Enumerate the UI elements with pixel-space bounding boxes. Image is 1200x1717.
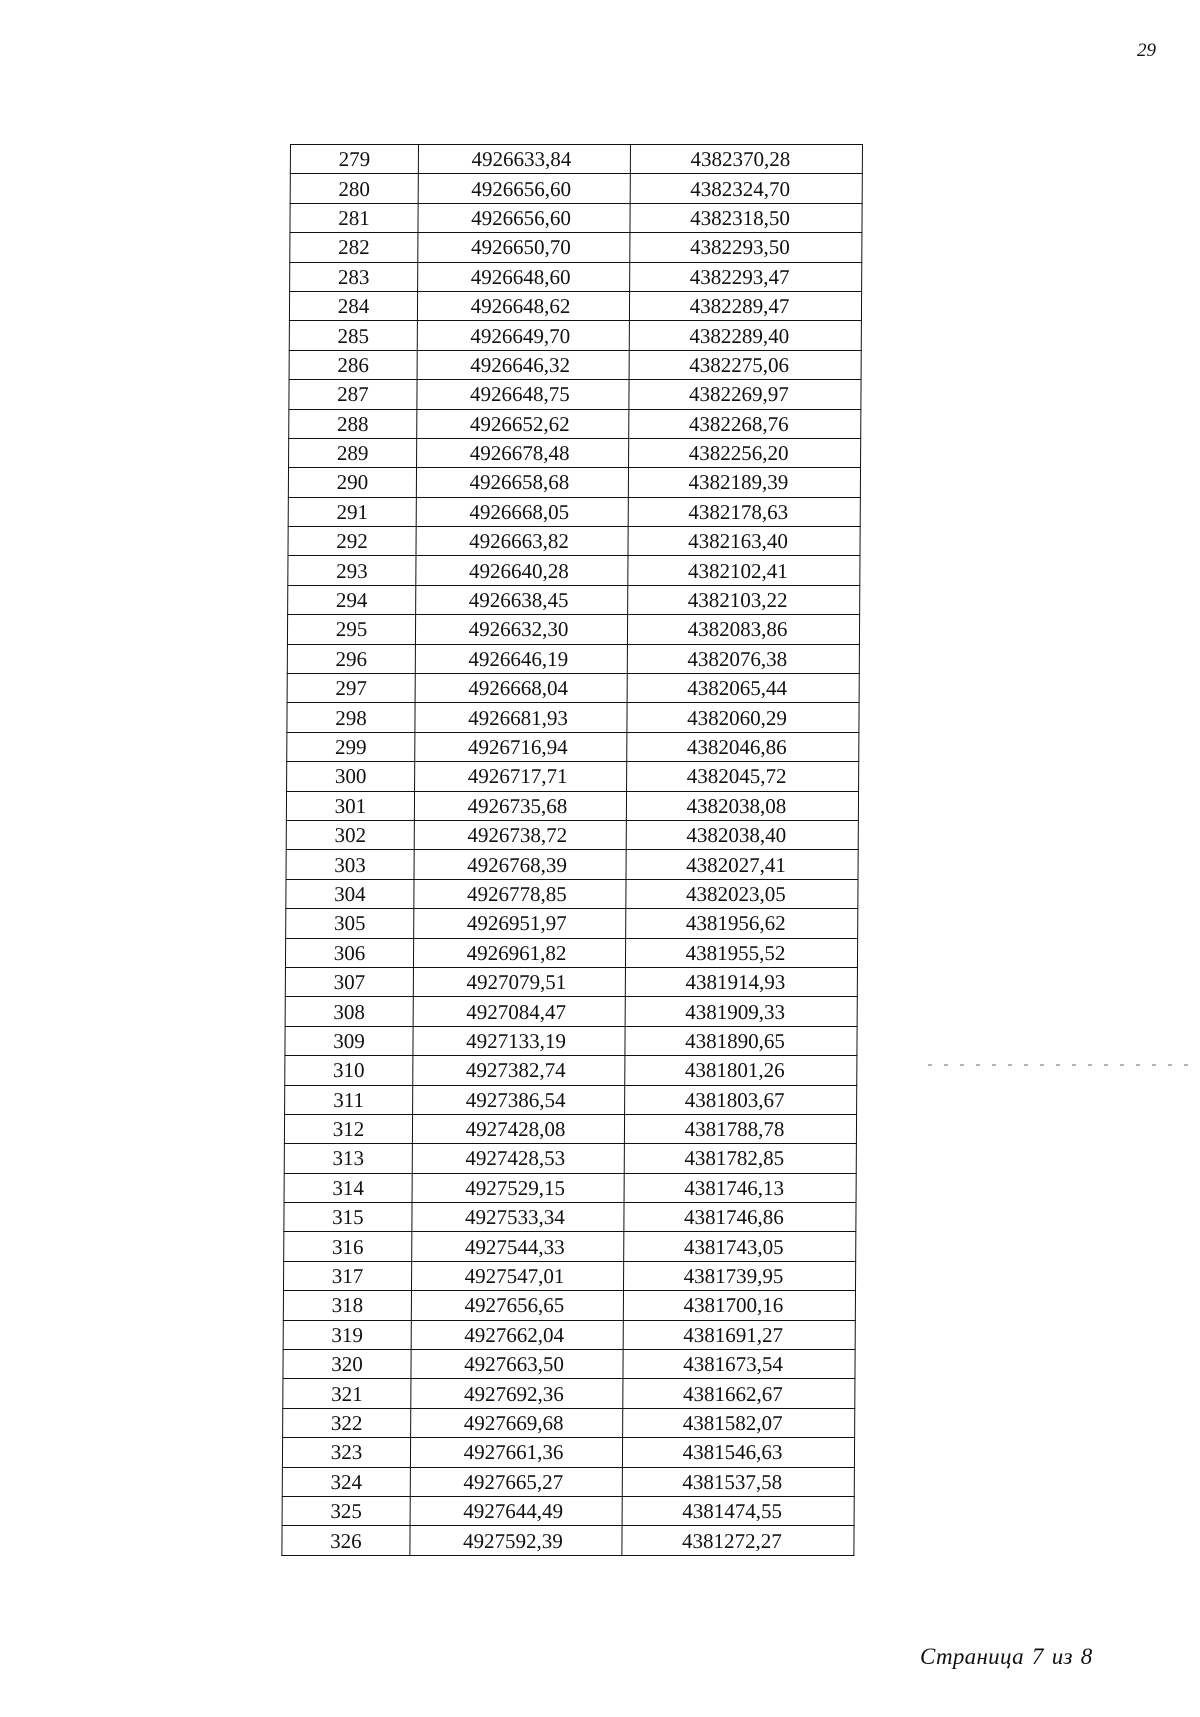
y-coordinate-cell: 4382045,72	[627, 762, 859, 791]
y-coordinate-cell: 4382103,22	[628, 585, 860, 614]
x-coordinate-cell: 4927533,34	[412, 1203, 624, 1232]
y-coordinate-cell: 4381801,26	[625, 1056, 857, 1085]
x-coordinate-cell: 4927382,74	[413, 1056, 625, 1085]
x-coordinate-cell: 4927084,47	[413, 997, 625, 1026]
y-coordinate-cell: 4382189,39	[628, 468, 860, 497]
table-row	[285, 1056, 857, 1085]
footer-separator: из	[1051, 1644, 1073, 1669]
table-row	[283, 1379, 855, 1408]
y-coordinate-cell: 4382289,47	[629, 291, 861, 320]
table-row	[288, 556, 860, 585]
y-coordinate-cell: 4381546,63	[622, 1438, 854, 1467]
y-coordinate-cell: 4381956,62	[626, 909, 858, 938]
table-row	[284, 1114, 856, 1143]
x-coordinate-cell: 4926735,68	[414, 791, 626, 820]
y-coordinate-cell: 4382102,41	[628, 556, 860, 585]
table-row	[287, 674, 859, 703]
table-row	[282, 1438, 854, 1467]
y-coordinate-cell: 4381788,78	[624, 1114, 856, 1143]
point-number-cell: 309	[285, 1026, 413, 1055]
x-coordinate-cell: 4926738,72	[414, 820, 626, 849]
y-coordinate-cell: 4381914,93	[625, 967, 857, 996]
point-number-cell: 282	[290, 233, 418, 262]
point-number-cell: 315	[284, 1203, 412, 1232]
table-row	[288, 497, 860, 526]
y-coordinate-cell: 4382038,08	[626, 791, 858, 820]
point-number-cell: 310	[285, 1056, 413, 1085]
y-coordinate-cell: 4382065,44	[627, 674, 859, 703]
x-coordinate-cell: 4927663,50	[411, 1350, 623, 1379]
y-coordinate-cell: 4381582,07	[623, 1408, 855, 1437]
point-number-cell: 305	[286, 909, 414, 938]
table-row	[288, 585, 860, 614]
x-coordinate-cell: 4926648,75	[417, 380, 629, 409]
table-row	[285, 938, 857, 967]
table-row	[290, 203, 862, 232]
x-coordinate-cell: 4926768,39	[414, 850, 626, 879]
table-row	[290, 262, 862, 291]
y-coordinate-cell: 4381700,16	[623, 1291, 855, 1320]
table-row	[286, 909, 858, 938]
x-coordinate-cell: 4926668,04	[415, 674, 627, 703]
point-number-cell: 319	[283, 1320, 411, 1349]
point-number-cell: 294	[288, 585, 416, 614]
y-coordinate-cell: 4382275,06	[629, 350, 861, 379]
y-coordinate-cell: 4381662,67	[623, 1379, 855, 1408]
point-number-cell: 302	[286, 820, 414, 849]
x-coordinate-cell: 4926663,82	[416, 527, 628, 556]
table-row	[282, 1467, 854, 1496]
y-coordinate-cell: 4381746,86	[624, 1203, 856, 1232]
table-row	[289, 321, 861, 350]
footer-prefix: Страница	[920, 1644, 1024, 1669]
x-coordinate-cell: 4926650,70	[418, 233, 630, 262]
point-number-cell: 280	[290, 174, 418, 203]
point-number-cell: 322	[283, 1408, 411, 1437]
y-coordinate-cell: 4382268,76	[629, 409, 861, 438]
x-coordinate-cell: 4927644,49	[410, 1496, 622, 1525]
y-coordinate-cell: 4382027,41	[626, 850, 858, 879]
point-number-cell: 321	[283, 1379, 411, 1408]
point-number-cell: 324	[282, 1467, 410, 1496]
x-coordinate-cell: 4927669,68	[411, 1408, 623, 1437]
x-coordinate-cell: 4927133,19	[413, 1026, 625, 1055]
x-coordinate-cell: 4926638,45	[416, 585, 628, 614]
table-row	[283, 1291, 855, 1320]
y-coordinate-cell: 4381474,55	[622, 1496, 854, 1525]
point-number-cell: 314	[284, 1173, 412, 1202]
point-number-cell: 285	[289, 321, 417, 350]
y-coordinate-cell: 4382023,05	[626, 879, 858, 908]
point-number-cell: 297	[287, 674, 415, 703]
x-coordinate-cell: 4926646,19	[415, 644, 627, 673]
scan-artifact-marks	[928, 1064, 1190, 1066]
page-footer	[920, 1644, 1093, 1670]
table-row	[287, 762, 859, 791]
x-coordinate-cell: 4926656,60	[418, 174, 630, 203]
y-coordinate-cell: 4381955,52	[625, 938, 857, 967]
x-coordinate-cell: 4926652,62	[417, 409, 629, 438]
table-row	[283, 1350, 855, 1379]
table-row	[282, 1496, 854, 1525]
point-number-cell: 296	[287, 644, 415, 673]
coordinates-table-body	[282, 145, 863, 1556]
x-coordinate-cell: 4926961,82	[413, 938, 625, 967]
table-row	[286, 791, 858, 820]
y-coordinate-cell: 4381272,27	[622, 1526, 854, 1555]
table-row	[290, 145, 862, 174]
x-coordinate-cell: 4927592,39	[410, 1526, 622, 1555]
point-number-cell: 288	[289, 409, 417, 438]
table-row	[289, 291, 861, 320]
point-number-cell: 287	[289, 380, 417, 409]
x-coordinate-cell: 4927665,27	[410, 1467, 622, 1496]
point-number-cell: 292	[288, 527, 416, 556]
y-coordinate-cell: 4382318,50	[630, 203, 862, 232]
table-row	[285, 1026, 857, 1055]
y-coordinate-cell: 4381909,33	[625, 997, 857, 1026]
table-row	[289, 438, 861, 467]
x-coordinate-cell: 4926648,60	[418, 262, 630, 291]
point-number-cell: 293	[288, 556, 416, 585]
x-coordinate-cell: 4927428,53	[412, 1144, 624, 1173]
table-row	[288, 468, 860, 497]
table-row	[282, 1526, 854, 1555]
x-coordinate-cell: 4926632,30	[415, 615, 627, 644]
x-coordinate-cell: 4927656,65	[411, 1291, 623, 1320]
table-row	[286, 820, 858, 849]
x-coordinate-cell: 4926633,84	[418, 145, 630, 174]
table-row	[285, 1085, 857, 1114]
point-number-cell: 300	[287, 762, 415, 791]
x-coordinate-cell: 4926648,62	[417, 291, 629, 320]
page-number: 29	[1137, 40, 1156, 61]
point-number-cell: 295	[287, 615, 415, 644]
table-row	[284, 1203, 856, 1232]
x-coordinate-cell: 4927692,36	[411, 1379, 623, 1408]
table-row	[290, 174, 862, 203]
y-coordinate-cell: 4382178,63	[628, 497, 860, 526]
y-coordinate-cell: 4382038,40	[626, 820, 858, 849]
x-coordinate-cell: 4926649,70	[417, 321, 629, 350]
point-number-cell: 317	[283, 1261, 411, 1290]
y-coordinate-cell: 4382256,20	[629, 438, 861, 467]
x-coordinate-cell: 4927529,15	[412, 1173, 624, 1202]
x-coordinate-cell: 4927079,51	[413, 967, 625, 996]
table-row	[289, 409, 861, 438]
point-number-cell: 299	[287, 732, 415, 761]
y-coordinate-cell: 4382083,86	[627, 615, 859, 644]
x-coordinate-cell: 4926681,93	[415, 703, 627, 732]
table-row	[283, 1408, 855, 1437]
y-coordinate-cell: 4381746,13	[624, 1173, 856, 1202]
x-coordinate-cell: 4926656,60	[418, 203, 630, 232]
point-number-cell: 318	[283, 1291, 411, 1320]
table-row	[285, 967, 857, 996]
x-coordinate-cell: 4927386,54	[413, 1085, 625, 1114]
x-coordinate-cell: 4927662,04	[411, 1320, 623, 1349]
table-row	[286, 879, 858, 908]
table-row	[286, 850, 858, 879]
table-row	[287, 644, 859, 673]
table-row	[288, 527, 860, 556]
x-coordinate-cell: 4926678,48	[417, 438, 629, 467]
y-coordinate-cell: 4382289,40	[629, 321, 861, 350]
y-coordinate-cell: 4382293,50	[630, 233, 862, 262]
coordinates-table	[281, 144, 863, 1556]
x-coordinate-cell: 4926951,97	[414, 909, 626, 938]
point-number-cell: 291	[288, 497, 416, 526]
table-row	[289, 380, 861, 409]
point-number-cell: 304	[286, 879, 414, 908]
point-number-cell: 325	[282, 1496, 410, 1525]
point-number-cell: 312	[284, 1114, 412, 1143]
footer-total-pages: 8	[1080, 1644, 1093, 1669]
point-number-cell: 298	[287, 703, 415, 732]
point-number-cell: 301	[286, 791, 414, 820]
y-coordinate-cell: 4382060,29	[627, 703, 859, 732]
y-coordinate-cell: 4381743,05	[624, 1232, 856, 1261]
point-number-cell: 306	[285, 938, 413, 967]
point-number-cell: 279	[290, 145, 418, 174]
point-number-cell: 307	[285, 967, 413, 996]
point-number-cell: 290	[288, 468, 416, 497]
x-coordinate-cell: 4926717,71	[415, 762, 627, 791]
table-row	[287, 703, 859, 732]
point-number-cell: 323	[282, 1438, 410, 1467]
x-coordinate-cell: 4926716,94	[415, 732, 627, 761]
y-coordinate-cell: 4381739,95	[623, 1261, 855, 1290]
point-number-cell: 289	[289, 438, 417, 467]
x-coordinate-cell: 4927661,36	[410, 1438, 622, 1467]
y-coordinate-cell: 4381782,85	[624, 1144, 856, 1173]
table-row	[284, 1173, 856, 1202]
y-coordinate-cell: 4382046,86	[627, 732, 859, 761]
point-number-cell: 303	[286, 850, 414, 879]
point-number-cell: 308	[285, 997, 413, 1026]
point-number-cell: 316	[284, 1232, 412, 1261]
table-row	[287, 732, 859, 761]
table-row	[284, 1144, 856, 1173]
y-coordinate-cell: 4382324,70	[630, 174, 862, 203]
y-coordinate-cell: 4382293,47	[630, 262, 862, 291]
x-coordinate-cell: 4927547,01	[411, 1261, 623, 1290]
table-row	[285, 997, 857, 1026]
y-coordinate-cell: 4381890,65	[625, 1026, 857, 1055]
y-coordinate-cell: 4382370,28	[630, 145, 862, 174]
x-coordinate-cell: 4926640,28	[416, 556, 628, 585]
table-row	[284, 1232, 856, 1261]
point-number-cell: 283	[290, 262, 418, 291]
x-coordinate-cell: 4927544,33	[412, 1232, 624, 1261]
y-coordinate-cell: 4381537,58	[622, 1467, 854, 1496]
point-number-cell: 281	[290, 203, 418, 232]
point-number-cell: 313	[284, 1144, 412, 1173]
point-number-cell: 286	[289, 350, 417, 379]
y-coordinate-cell: 4381673,54	[623, 1350, 855, 1379]
point-number-cell: 326	[282, 1526, 410, 1555]
table-row	[290, 233, 862, 262]
y-coordinate-cell: 4382269,97	[629, 380, 861, 409]
x-coordinate-cell: 4926646,32	[417, 350, 629, 379]
x-coordinate-cell: 4926658,68	[416, 468, 628, 497]
point-number-cell: 320	[283, 1350, 411, 1379]
y-coordinate-cell: 4381691,27	[623, 1320, 855, 1349]
x-coordinate-cell: 4927428,08	[412, 1114, 624, 1143]
point-number-cell: 284	[289, 291, 417, 320]
x-coordinate-cell: 4926778,85	[414, 879, 626, 908]
y-coordinate-cell: 4382163,40	[628, 527, 860, 556]
point-number-cell: 311	[285, 1085, 413, 1114]
table-row	[283, 1261, 855, 1290]
footer-current-page: 7	[1031, 1644, 1044, 1669]
x-coordinate-cell: 4926668,05	[416, 497, 628, 526]
table-row	[289, 350, 861, 379]
table-row	[287, 615, 859, 644]
y-coordinate-cell: 4381803,67	[625, 1085, 857, 1114]
y-coordinate-cell: 4382076,38	[627, 644, 859, 673]
table-row	[283, 1320, 855, 1349]
